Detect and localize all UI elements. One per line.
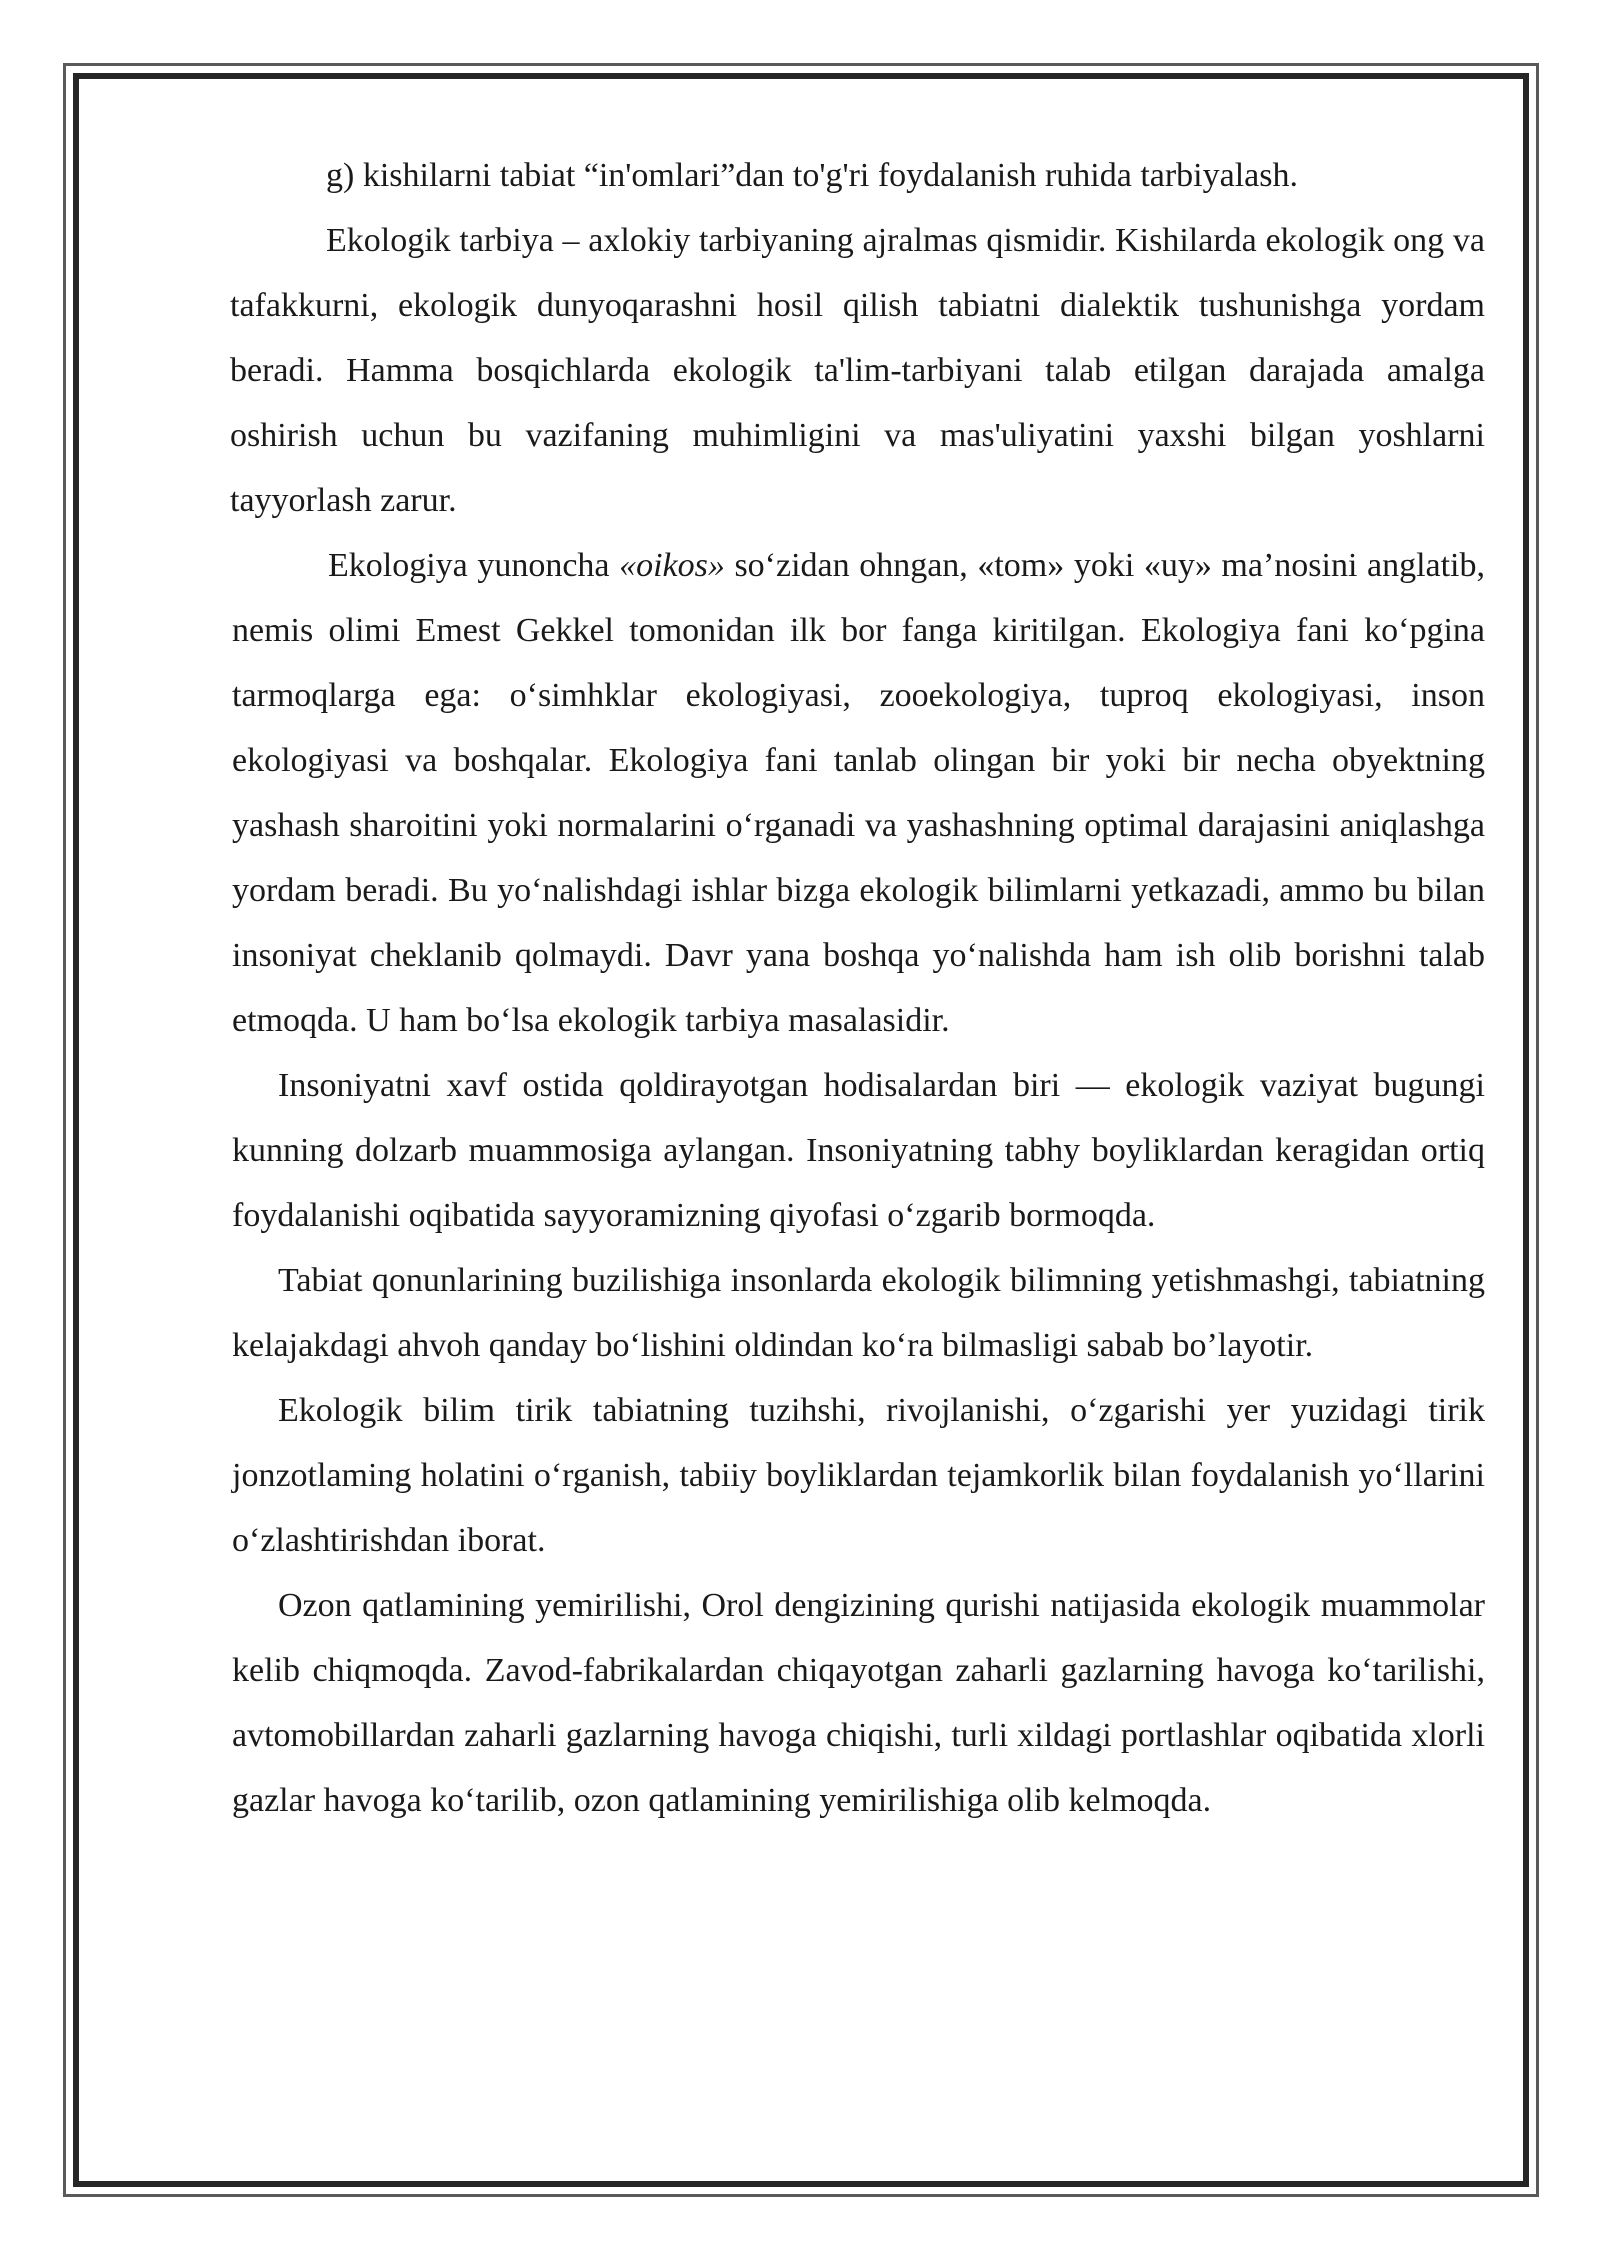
paragraph-humanity-danger: Insoniyatni xavf ostida qoldirayotgan hodisalardan biri — ekologik vaziyat bugungi kunning dolzarb muammosiga aylangan. Insoniyatning tabhy boyliklardan keragidan ortiq foydalanishi oqibatida sayyoramizning qiyofasi o‘zgarib bormoqda.	[232, 1067, 1485, 1234]
term-oikos: «oikos»	[619, 547, 725, 584]
paragraph-list-item-g: g) kishilarni tabiat “in'omlari”dan to'g'ri foydalanish ruhida tarbiyalash.	[326, 157, 1298, 194]
paragraph-ozone-layer: Ozon qatlamining yemirilishi, Orol dengizining qurishi natijasida ekologik muammolar kelib chiqmoqda. Zavod-fabrikalardan chiqayotgan zaharli gazlarning havoga ko‘tarilishi, avtomobillardan zaharli gazlarning havoga chiqishi, turli xildagi portlashlar oqibatida xlorli gazlar havoga ko‘tarilib, ozon qatlamining yemirilishiga olib kelmoqda.	[232, 1587, 1485, 1819]
paragraph-ecological-knowledge: Ekologik bilim tirik tabiatning tuzihshi, rivojlanishi, o‘zgarishi yer yuzidagi tirik jonzotlaming holatini o‘rganish, tabiiy boyliklardan tejamkorlik bilan foydalanish yo‘llarini o‘zlashtirishdan iborat.	[232, 1392, 1485, 1559]
paragraph-laws-of-nature: Tabiat qonunlarining buzilishiga insonlarda ekologik bilimning yetishmashgi, tabiatning kelajakdagi ahvoh qanday bo‘lishini oldindan ko‘ra bilmasligi sabab bo’layotir.	[232, 1262, 1485, 1364]
paragraph-ecology-definition-start: Ekologiya yunoncha	[328, 547, 620, 584]
paragraph-ecological-upbringing: Ekologik tarbiya – axlokiy tarbiyaning ajralmas qismidir. Kishilarda ekologik ong va tafakkurni, ekologik dunyoqarashni hosil qilish tabiatni dialektik tushunishga yordam beradi. Hamma bosqichlarda ekologik ta'lim-tarbiyani talab etilgan darajada amalga oshirish uchun bu vazifaning muhimligini va mas'uliyatini yaxshi bilgan yoshlarni tayyorlash zarur.	[230, 222, 1485, 519]
paragraph-ecology-definition	[230, 533, 1485, 1053]
paragraph-ecology-definition-rest: so‘zidan ohngan, «tom» yoki «uy» ma’nosini anglatib, nemis olimi Emest Gekkel tomonidan ilk bor fanga kiritilgan. Ekologiya fani ko‘pgina tarmoqlarga ega: o‘simhklar ekologiyasi, zooekologiya, tuproq ekologiyasi, inson ekologiyasi va boshqalar. Ekologiya fani tanlab olingan bir yoki bir necha obyektning yashash sharoitini yoki normalarini o‘rganadi va yashashning optimal darajasini aniqlashga yordam beradi. Bu yo‘nalishdagi ishlar bizga ekologik bilimlarni yetkazadi, ammo bu bilan insoniyat cheklanib qolmaydi. Davr yana boshqa yo‘nalishda ham ish olib borishni talab etmoqda. U ham bo‘lsa ekologik tarbiya masalasidir.	[232, 547, 1486, 1039]
document-body	[230, 143, 1485, 1833]
